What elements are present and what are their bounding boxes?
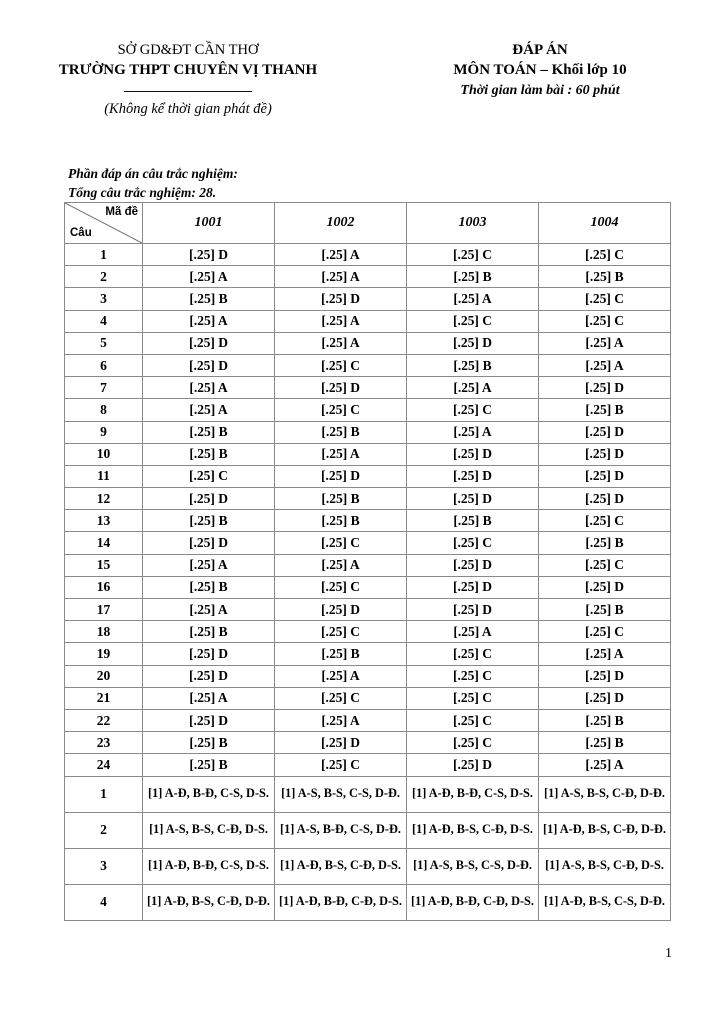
answer-cell: [.25] C xyxy=(275,576,407,598)
answer-cell: [.25] A xyxy=(275,244,407,266)
answer-cell: [.25] A xyxy=(539,354,671,376)
table-row xyxy=(65,709,671,731)
answer-key-table xyxy=(64,202,671,921)
answer-cell: [.25] A xyxy=(143,266,275,288)
document-title: ĐÁP ÁN xyxy=(512,42,568,58)
answer-cell: [.25] B xyxy=(143,443,275,465)
answer-cell: [.25] A xyxy=(275,554,407,576)
exam-code-header-1004: 1004 xyxy=(539,203,671,244)
answer-cell: [.25] D xyxy=(407,488,539,510)
answer-cell: [.25] D xyxy=(407,443,539,465)
answer-cell: [.25] D xyxy=(539,488,671,510)
question-number: 10 xyxy=(65,443,143,465)
answer-cell: [1] A-Đ, B-S, C-Đ, D-Đ. xyxy=(143,884,275,920)
answer-cell: [1] A-Đ, B-S, C-Đ, D-S. xyxy=(407,812,539,848)
answer-cell: [.25] A xyxy=(143,687,275,709)
question-number: 21 xyxy=(65,687,143,709)
answer-cell: [.25] B xyxy=(539,266,671,288)
question-number: 24 xyxy=(65,754,143,776)
table-row xyxy=(65,754,671,776)
question-number: 4 xyxy=(65,884,143,920)
exam-code-header-1003: 1003 xyxy=(407,203,539,244)
answer-cell: [.25] C xyxy=(143,465,275,487)
answer-cell: [1] A-S, B-S, C-S, D-Đ. xyxy=(275,776,407,812)
table-row xyxy=(65,510,671,532)
answer-cell: [.25] A xyxy=(143,599,275,621)
answer-cell: [.25] B xyxy=(275,488,407,510)
table-header-row xyxy=(65,203,671,244)
table-row xyxy=(65,266,671,288)
header-right-block xyxy=(370,40,724,101)
answer-cell: [.25] C xyxy=(407,310,539,332)
department-name: SỞ GD&ĐT CẦN THƠ xyxy=(117,42,259,58)
answer-cell: [1] A-S, B-Đ, C-S, D-Đ. xyxy=(275,812,407,848)
answer-cell: [.25] A xyxy=(143,399,275,421)
answer-cell: [.25] D xyxy=(539,443,671,465)
table-row xyxy=(65,244,671,266)
exam-duration: Thời gian làm bài : 60 phút xyxy=(460,83,620,98)
exam-time-note: (Không kể thời gian phát đề) xyxy=(104,101,272,117)
question-number-label: Câu xyxy=(70,227,92,239)
table-row xyxy=(65,599,671,621)
answer-cell: [.25] D xyxy=(407,465,539,487)
answer-cell: [.25] D xyxy=(143,532,275,554)
answer-cell: [.25] D xyxy=(143,709,275,731)
exam-code-label: Mã đề xyxy=(105,206,138,218)
table-row xyxy=(65,310,671,332)
table-row xyxy=(65,665,671,687)
document-header xyxy=(0,40,724,118)
answer-cell: [.25] C xyxy=(275,532,407,554)
answer-cell: [.25] C xyxy=(539,244,671,266)
answer-cell: [.25] A xyxy=(539,754,671,776)
answer-cell: [.25] C xyxy=(539,310,671,332)
answer-cell: [.25] B xyxy=(539,709,671,731)
answer-cell: [.25] D xyxy=(407,576,539,598)
table-row xyxy=(65,332,671,354)
header-left-block xyxy=(0,40,370,118)
question-number: 9 xyxy=(65,421,143,443)
answer-cell: [.25] C xyxy=(275,754,407,776)
question-number: 4 xyxy=(65,310,143,332)
answer-cell: [.25] C xyxy=(407,532,539,554)
answer-cell: [.25] B xyxy=(143,754,275,776)
true-false-body xyxy=(65,776,671,920)
answer-cell: [.25] B xyxy=(143,510,275,532)
question-number: 8 xyxy=(65,399,143,421)
answer-cell: [.25] A xyxy=(407,421,539,443)
question-number: 19 xyxy=(65,643,143,665)
answer-cell: [.25] A xyxy=(143,310,275,332)
answer-cell: [.25] D xyxy=(407,599,539,621)
answer-cell: [.25] C xyxy=(407,399,539,421)
table-row xyxy=(65,812,671,848)
header-divider-rule xyxy=(124,91,252,92)
answer-cell: [.25] C xyxy=(407,687,539,709)
answer-cell: [.25] D xyxy=(539,421,671,443)
answer-cell: [.25] D xyxy=(275,377,407,399)
answer-cell: [1] A-S, B-S, C-Đ, D-S. xyxy=(143,812,275,848)
answer-cell: [.25] D xyxy=(407,554,539,576)
table-row xyxy=(65,687,671,709)
corner-header-cell xyxy=(65,203,143,244)
answer-cell: [1] A-S, B-S, C-Đ, D-S. xyxy=(539,848,671,884)
answer-cell: [.25] D xyxy=(143,332,275,354)
question-number: 22 xyxy=(65,709,143,731)
table-row xyxy=(65,532,671,554)
answer-cell: [.25] B xyxy=(539,599,671,621)
answer-cell: [.25] A xyxy=(539,332,671,354)
section-title: Phần đáp án câu trắc nghiệm: xyxy=(68,166,238,181)
answer-cell: [.25] C xyxy=(275,687,407,709)
answer-cell: [.25] D xyxy=(275,465,407,487)
question-number: 3 xyxy=(65,288,143,310)
answer-cell: [.25] D xyxy=(275,288,407,310)
question-number: 16 xyxy=(65,576,143,598)
answer-cell: [.25] C xyxy=(407,244,539,266)
table-row xyxy=(65,732,671,754)
question-number: 15 xyxy=(65,554,143,576)
table-row xyxy=(65,776,671,812)
table-row xyxy=(65,465,671,487)
answer-cell: [.25] D xyxy=(275,599,407,621)
answer-cell: [1] A-Đ, B-S, C-Đ, D-S. xyxy=(275,848,407,884)
answer-cell: [.25] B xyxy=(143,288,275,310)
table-row xyxy=(65,421,671,443)
answer-cell: [.25] A xyxy=(275,310,407,332)
subject-and-grade: MÔN TOÁN – Khối lớp 10 xyxy=(453,62,627,78)
page-number: 1 xyxy=(665,946,672,961)
answer-cell: [.25] A xyxy=(143,377,275,399)
answer-cell: [1] A-Đ, B-Đ, C-S, D-S. xyxy=(143,848,275,884)
section-heading-block xyxy=(68,164,238,202)
school-name: TRƯỜNG THPT CHUYÊN VỊ THANH xyxy=(58,62,318,78)
answer-cell: [.25] B xyxy=(143,576,275,598)
question-number: 6 xyxy=(65,354,143,376)
question-number: 23 xyxy=(65,732,143,754)
exam-code-header-1002: 1002 xyxy=(275,203,407,244)
answer-cell: [.25] C xyxy=(275,399,407,421)
answer-cell: [.25] B xyxy=(143,621,275,643)
answer-cell: [1] A-Đ, B-Đ, C-S, D-S. xyxy=(143,776,275,812)
answer-cell: [.25] A xyxy=(143,554,275,576)
answer-cell: [.25] B xyxy=(539,399,671,421)
question-number: 18 xyxy=(65,621,143,643)
question-number: 11 xyxy=(65,465,143,487)
answer-cell: [.25] A xyxy=(275,709,407,731)
answer-cell: [.25] A xyxy=(407,621,539,643)
answer-cell: [.25] D xyxy=(143,488,275,510)
answer-cell: [.25] D xyxy=(407,332,539,354)
answer-cell: [.25] B xyxy=(407,266,539,288)
answer-cell: [1] A-Đ, B-S, C-S, D-Đ. xyxy=(539,884,671,920)
answer-cell: [.25] D xyxy=(143,643,275,665)
answer-cell: [.25] C xyxy=(539,510,671,532)
answer-cell: [.25] D xyxy=(539,465,671,487)
question-number: 2 xyxy=(65,266,143,288)
table-row xyxy=(65,621,671,643)
answer-cell: [.25] A xyxy=(275,443,407,465)
question-number: 1 xyxy=(65,244,143,266)
table-row xyxy=(65,554,671,576)
answer-cell: [.25] C xyxy=(275,354,407,376)
answer-cell: [.25] D xyxy=(539,687,671,709)
answer-cell: [.25] D xyxy=(143,244,275,266)
answer-cell: [.25] D xyxy=(143,354,275,376)
answer-cell: [.25] A xyxy=(407,288,539,310)
table-row xyxy=(65,576,671,598)
answer-cell: [.25] D xyxy=(539,576,671,598)
answer-cell: [.25] B xyxy=(407,510,539,532)
answer-cell: [.25] B xyxy=(539,532,671,554)
question-number: 12 xyxy=(65,488,143,510)
answer-cell: [.25] C xyxy=(407,732,539,754)
table-row xyxy=(65,643,671,665)
table-row xyxy=(65,884,671,920)
answer-cell: [.25] A xyxy=(275,332,407,354)
answer-cell: [1] A-S, B-S, C-S, D-Đ. xyxy=(407,848,539,884)
table-row xyxy=(65,377,671,399)
question-number: 2 xyxy=(65,812,143,848)
answer-cell: [1] A-Đ, B-Đ, C-Đ, D-S. xyxy=(407,884,539,920)
answer-cell: [.25] A xyxy=(275,266,407,288)
answer-cell: [1] A-S, B-S, C-Đ, D-Đ. xyxy=(539,776,671,812)
answer-cell: [.25] C xyxy=(407,643,539,665)
question-number: 3 xyxy=(65,848,143,884)
answer-cell: [.25] D xyxy=(539,665,671,687)
multiple-choice-body xyxy=(65,244,671,777)
answer-cell: [.25] C xyxy=(407,709,539,731)
question-number: 7 xyxy=(65,377,143,399)
question-number: 14 xyxy=(65,532,143,554)
table-row xyxy=(65,848,671,884)
question-number: 5 xyxy=(65,332,143,354)
answer-cell: [.25] B xyxy=(407,354,539,376)
answer-cell: [1] A-Đ, B-Đ, C-S, D-S. xyxy=(407,776,539,812)
answer-cell: [.25] D xyxy=(275,732,407,754)
answer-cell: [.25] B xyxy=(275,510,407,532)
table-header xyxy=(65,203,671,244)
answer-cell: [.25] B xyxy=(275,643,407,665)
total-questions: Tổng câu trắc nghiệm: 28. xyxy=(68,185,217,200)
answer-cell: [.25] C xyxy=(275,621,407,643)
answer-cell: [.25] B xyxy=(539,732,671,754)
answer-cell: [.25] B xyxy=(143,421,275,443)
table-row xyxy=(65,443,671,465)
answer-cell: [.25] A xyxy=(275,665,407,687)
table-row xyxy=(65,399,671,421)
answer-cell: [.25] B xyxy=(143,732,275,754)
answer-cell: [.25] D xyxy=(407,754,539,776)
answer-cell: [.25] D xyxy=(143,665,275,687)
question-number: 20 xyxy=(65,665,143,687)
answer-cell: [.25] C xyxy=(539,288,671,310)
answer-cell: [.25] D xyxy=(539,377,671,399)
answer-cell: [.25] C xyxy=(407,665,539,687)
exam-code-header-1001: 1001 xyxy=(143,203,275,244)
table-row xyxy=(65,488,671,510)
table-row xyxy=(65,288,671,310)
answer-cell: [.25] C xyxy=(539,554,671,576)
question-number: 17 xyxy=(65,599,143,621)
question-number: 13 xyxy=(65,510,143,532)
answer-cell: [1] A-Đ, B-S, C-Đ, D-Đ. xyxy=(539,812,671,848)
question-number: 1 xyxy=(65,776,143,812)
answer-cell: [.25] B xyxy=(275,421,407,443)
answer-cell: [1] A-Đ, B-Đ, C-Đ, D-S. xyxy=(275,884,407,920)
answer-cell: [.25] A xyxy=(407,377,539,399)
answer-cell: [.25] C xyxy=(539,621,671,643)
table-row xyxy=(65,354,671,376)
answer-cell: [.25] A xyxy=(539,643,671,665)
